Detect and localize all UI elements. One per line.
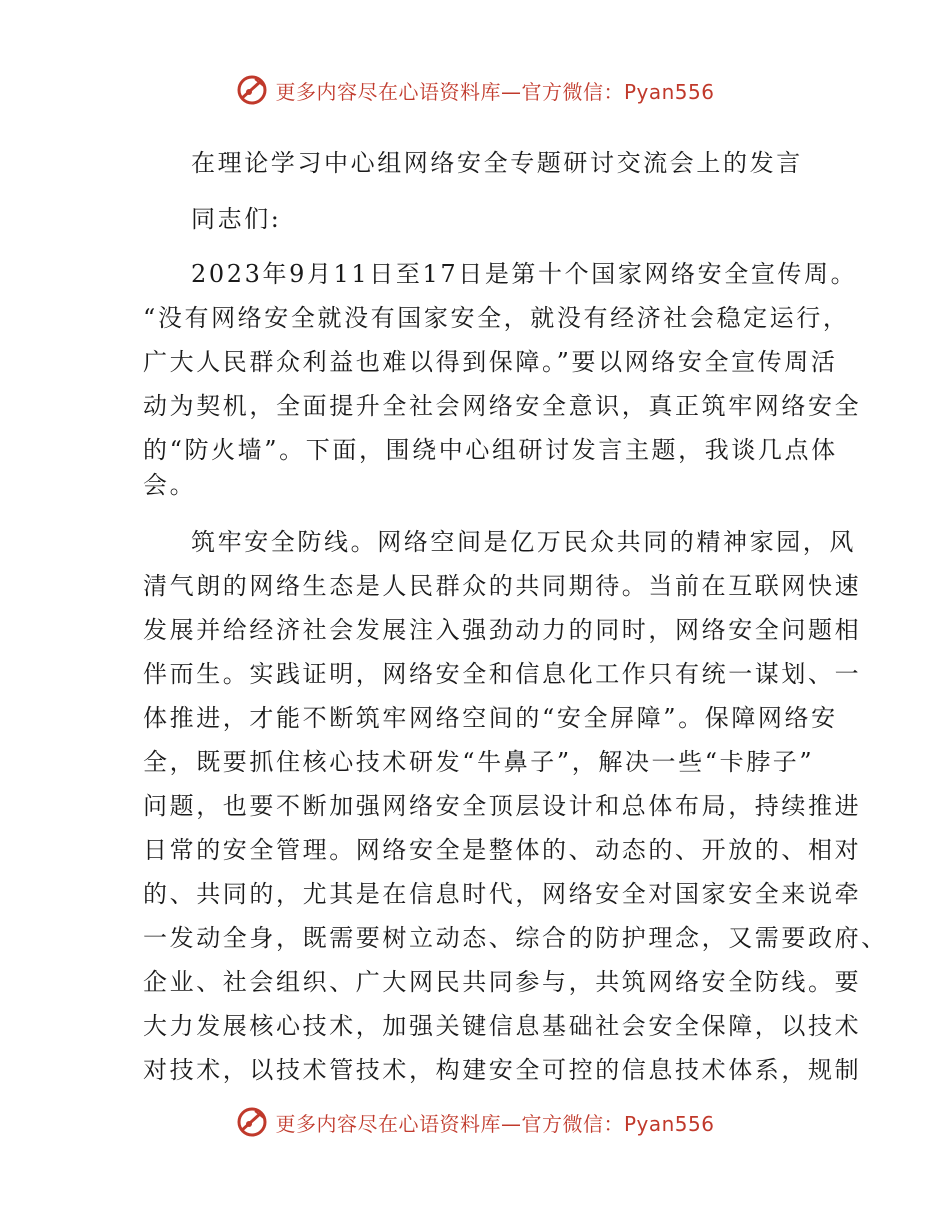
paragraph-line: 问题，也要不断加强网络安全顶层设计和总体布局，持续推进 bbox=[143, 792, 862, 820]
document-title: 在理论学习中心组网络安全专题研讨交流会上的发言 bbox=[191, 149, 803, 177]
paragraph-line: 伴而生。实践证明，网络安全和信息化工作只有统一谋划、一 bbox=[143, 660, 862, 688]
brand-logo-icon bbox=[235, 1105, 269, 1139]
paragraph-line: 发展并给经济社会发展注入强劲动力的同时，网络安全问题相 bbox=[143, 616, 862, 644]
paragraph-line: 的、共同的，尤其是在信息时代，网络安全对国家安全来说牵 bbox=[143, 880, 862, 908]
paragraph-line: 体推进，才能不断筑牢网络空间的“安全屏障”。保障网络安 bbox=[143, 704, 838, 732]
header-banner bbox=[0, 70, 950, 110]
banner-text: 更多内容尽在心语资料库—官方微信：Pyan556 bbox=[275, 79, 715, 104]
paragraph-line: 对技术，以技术管技术，构建安全可控的信息技术体系，规制 bbox=[143, 1056, 862, 1084]
paragraph-line: 筑牢安全防线。网络空间是亿万民众共同的精神家园，风 bbox=[191, 528, 856, 556]
paragraph-line: 2023年9月11日至17日是第十个国家网络安全宣传周。 bbox=[191, 260, 858, 288]
paragraph-line: 一发动全身，既需要树立动态、综合的防护理念，又需要政府、 bbox=[143, 924, 888, 952]
banner-text: 更多内容尽在心语资料库—官方微信：Pyan556 bbox=[275, 1111, 715, 1136]
brand-logo-icon bbox=[235, 73, 269, 107]
paragraph-line: 清气朗的网络生态是人民群众的共同期待。当前在互联网快速 bbox=[143, 572, 862, 600]
paragraph-line: 大力发展核心技术，加强关键信息基础社会安全保障，以技术 bbox=[143, 1012, 862, 1040]
paragraph-line: 全，既要抓住核心技术研发“牛鼻子”，解决一些“卡脖子” bbox=[143, 748, 815, 776]
paragraph-line: 会。 bbox=[143, 471, 197, 499]
paragraph-line: 广大人民群众利益也难以得到保障。”要以网络安全宣传周活 bbox=[143, 348, 838, 376]
paragraph-line: 企业、社会组织、广大网民共同参与，共筑网络安全防线。要 bbox=[143, 968, 862, 996]
paragraph-line: 动为契机，全面提升全社会网络安全意识，真正筑牢网络安全 bbox=[143, 392, 862, 420]
paragraph-line: 日常的安全管理。网络安全是整体的、动态的、开放的、相对 bbox=[143, 836, 862, 864]
paragraph-line: 的“防火墙”。下面，围绕中心组研讨发言主题，我谈几点体 bbox=[143, 436, 838, 464]
footer-banner bbox=[0, 1102, 950, 1142]
paragraph-line: “没有网络安全就没有国家安全，就没有经济社会稳定运行， bbox=[143, 304, 850, 332]
salutation: 同志们: bbox=[191, 205, 282, 233]
